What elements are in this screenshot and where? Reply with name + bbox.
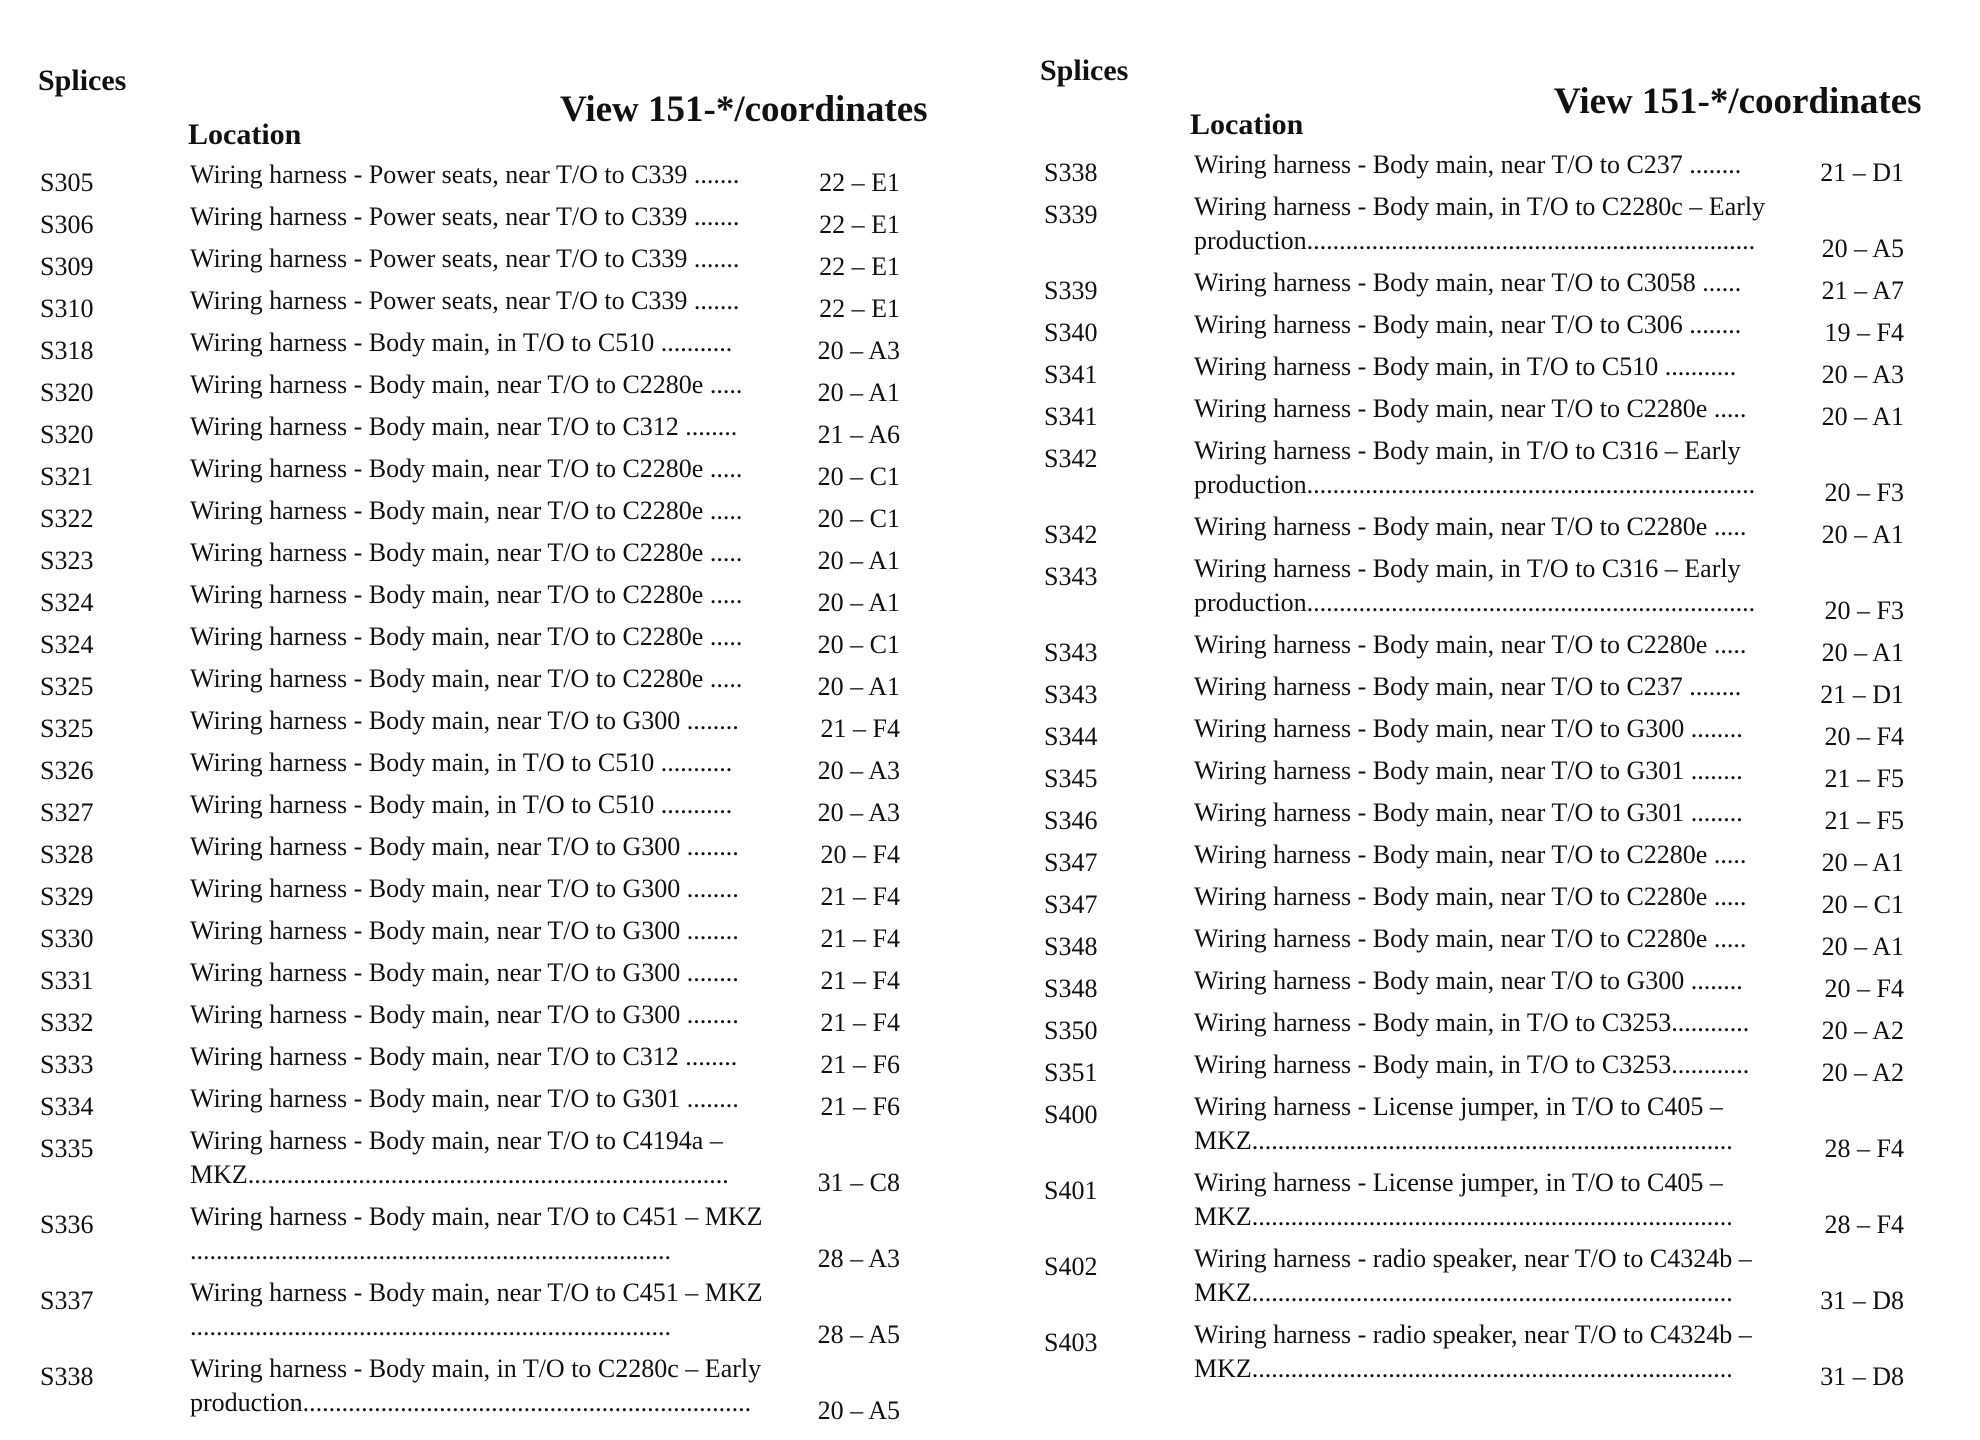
splice-row bbox=[1044, 552, 1964, 628]
splice-location: Wiring harness - Body main, near T/O to C2280e ..... bbox=[190, 370, 743, 399]
splice-row bbox=[1044, 712, 1964, 754]
splice-coordinate: 21 – F5 bbox=[1824, 806, 1904, 835]
splice-id: S334 bbox=[40, 1092, 94, 1121]
splice-row bbox=[40, 1352, 950, 1428]
splice-coordinate: 21 – A6 bbox=[817, 420, 900, 449]
splice-list-right bbox=[1044, 148, 1964, 1394]
splice-id: S348 bbox=[1044, 932, 1098, 961]
splice-row bbox=[40, 494, 950, 536]
splice-location: Wiring harness - Body main, near T/O to C451 – MKZ .......................................................................... bbox=[190, 1278, 763, 1341]
splice-id: S306 bbox=[40, 210, 94, 239]
splice-row bbox=[40, 746, 950, 788]
splice-coordinate: 21 – D1 bbox=[1820, 680, 1904, 709]
splice-row bbox=[1044, 190, 1964, 266]
splice-id: S340 bbox=[1044, 318, 1098, 347]
splice-location: Wiring harness - Body main, near T/O to C2280e ..... bbox=[1194, 882, 1747, 911]
splice-coordinate: 21 – F4 bbox=[820, 1008, 900, 1037]
splice-coordinate: 20 – A1 bbox=[1821, 638, 1904, 667]
splice-coordinate: 21 – F6 bbox=[820, 1092, 900, 1121]
splice-row bbox=[1044, 1006, 1964, 1048]
splice-row bbox=[40, 158, 950, 200]
splice-row bbox=[40, 578, 950, 620]
splice-id: S338 bbox=[1044, 158, 1098, 187]
splice-location: Wiring harness - Body main, in T/O to C2280c – Early production..................................................................... bbox=[190, 1354, 762, 1417]
splice-row bbox=[1044, 148, 1964, 190]
splice-location: Wiring harness - Body main, near T/O to G300 ........ bbox=[190, 874, 739, 903]
splice-location: Wiring harness - Body main, in T/O to C510 ........... bbox=[1194, 352, 1737, 381]
view-coordinates-header: View 151-*/coordinates bbox=[560, 89, 928, 130]
splice-location: Wiring harness - Body main, near T/O to G300 ........ bbox=[190, 706, 739, 735]
splice-id: S347 bbox=[1044, 890, 1098, 919]
splice-id: S324 bbox=[40, 588, 94, 617]
splice-coordinate: 20 – C1 bbox=[817, 504, 900, 533]
splice-coordinate: 20 – F4 bbox=[1824, 722, 1904, 751]
splice-id: S332 bbox=[40, 1008, 94, 1037]
splice-location: Wiring harness - Body main, in T/O to C316 – Early production..................................................................... bbox=[1194, 554, 1756, 617]
splice-location: Wiring harness - Body main, near T/O to G300 ........ bbox=[190, 1000, 739, 1029]
splice-row bbox=[40, 242, 950, 284]
splice-row bbox=[40, 1040, 950, 1082]
splice-row bbox=[40, 368, 950, 410]
splice-location: Wiring harness - Body main, near T/O to C3058 ...... bbox=[1194, 268, 1742, 297]
splice-location: Wiring harness - Body main, near T/O to C2280e ..... bbox=[190, 622, 743, 651]
splice-coordinate: 20 – A3 bbox=[817, 336, 900, 365]
splice-row bbox=[1044, 838, 1964, 880]
splice-coordinate: 20 – F3 bbox=[1824, 478, 1904, 507]
splice-row bbox=[1044, 1318, 1964, 1394]
splice-id: S318 bbox=[40, 336, 94, 365]
splice-location: Wiring harness - Body main, near T/O to C237 ........ bbox=[1194, 672, 1742, 701]
splice-row bbox=[40, 998, 950, 1040]
splice-coordinate: 20 – A3 bbox=[817, 798, 900, 827]
splice-location: Wiring harness - Body main, near T/O to C2280e ..... bbox=[1194, 394, 1747, 423]
splice-location: Wiring harness - Body main, near T/O to C2280e ..... bbox=[1194, 630, 1747, 659]
splice-id: S331 bbox=[40, 966, 94, 995]
splice-id: S401 bbox=[1044, 1176, 1098, 1205]
splice-location: Wiring harness - Body main, near T/O to G300 ........ bbox=[1194, 714, 1743, 743]
splice-row bbox=[40, 956, 950, 998]
splice-coordinate: 21 – A7 bbox=[1821, 276, 1904, 305]
splice-location: Wiring harness - Body main, near T/O to C2280e ..... bbox=[1194, 512, 1747, 541]
splice-id: S324 bbox=[40, 630, 94, 659]
splice-coordinate: 28 – A5 bbox=[817, 1320, 900, 1349]
splice-row bbox=[40, 872, 950, 914]
splice-location: Wiring harness - Body main, near T/O to G301 ........ bbox=[1194, 798, 1743, 827]
splice-id: S344 bbox=[1044, 722, 1098, 751]
splice-id: S341 bbox=[1044, 360, 1098, 389]
splice-coordinate: 28 – F4 bbox=[1824, 1134, 1904, 1163]
splice-coordinate: 31 – D8 bbox=[1820, 1362, 1904, 1391]
splice-coordinate: 20 – A1 bbox=[817, 378, 900, 407]
splice-coordinate: 20 – A3 bbox=[1821, 360, 1904, 389]
splice-coordinate: 22 – E1 bbox=[819, 168, 900, 197]
splice-coordinate: 20 – A1 bbox=[817, 546, 900, 575]
splice-coordinate: 20 – A1 bbox=[1821, 402, 1904, 431]
splice-coordinate: 20 – A1 bbox=[1821, 848, 1904, 877]
splice-location: Wiring harness - Body main, near T/O to C312 ........ bbox=[190, 412, 738, 441]
splice-coordinate: 28 – F4 bbox=[1824, 1210, 1904, 1239]
splice-id: S346 bbox=[1044, 806, 1098, 835]
splice-row bbox=[40, 1082, 950, 1124]
splice-id: S343 bbox=[1044, 638, 1098, 667]
splice-id: S327 bbox=[40, 798, 94, 827]
splice-coordinate: 21 – F4 bbox=[820, 714, 900, 743]
splice-location: Wiring harness - Power seats, near T/O to C339 ....... bbox=[190, 244, 740, 273]
splice-coordinate: 31 – D8 bbox=[1820, 1286, 1904, 1315]
splice-id: S400 bbox=[1044, 1100, 1098, 1129]
splice-row bbox=[40, 452, 950, 494]
location-header: Location bbox=[1190, 108, 1304, 141]
splice-row bbox=[40, 410, 950, 452]
splice-coordinate: 22 – E1 bbox=[819, 252, 900, 281]
splice-coordinate: 20 – A3 bbox=[817, 756, 900, 785]
splice-id: S320 bbox=[40, 420, 94, 449]
splice-row bbox=[40, 536, 950, 578]
splice-id: S345 bbox=[1044, 764, 1098, 793]
splice-coordinate: 20 – F3 bbox=[1824, 596, 1904, 625]
splice-id: S325 bbox=[40, 714, 94, 743]
splice-row bbox=[1044, 628, 1964, 670]
splice-row bbox=[40, 914, 950, 956]
splice-coordinate: 20 – A2 bbox=[1821, 1058, 1904, 1087]
splice-coordinate: 20 – A2 bbox=[1821, 1016, 1904, 1045]
splice-location: Wiring harness - Body main, near T/O to G301 ........ bbox=[190, 1084, 739, 1113]
splice-coordinate: 20 – A1 bbox=[1821, 520, 1904, 549]
splice-row bbox=[1044, 1048, 1964, 1090]
splice-location: Wiring harness - Body main, near T/O to C2280e ..... bbox=[1194, 924, 1747, 953]
splice-location: Wiring harness - Power seats, near T/O to C339 ....... bbox=[190, 202, 740, 231]
splice-location: Wiring harness - Body main, in T/O to C316 – Early production..................................................................... bbox=[1194, 436, 1756, 499]
splice-id: S341 bbox=[1044, 402, 1098, 431]
splice-coordinate: 20 – F4 bbox=[820, 840, 900, 869]
splice-row bbox=[1044, 1242, 1964, 1318]
splice-id: S329 bbox=[40, 882, 94, 911]
splice-location: Wiring harness - Body main, near T/O to C237 ........ bbox=[1194, 150, 1742, 179]
splice-row bbox=[1044, 922, 1964, 964]
splice-coordinate: 21 – F4 bbox=[820, 882, 900, 911]
splice-location: Wiring harness - Body main, near T/O to G300 ........ bbox=[190, 832, 739, 861]
splice-location: Wiring harness - Body main, near T/O to C2280e ..... bbox=[190, 538, 743, 567]
splice-coordinate: 28 – A3 bbox=[817, 1244, 900, 1273]
splice-id: S339 bbox=[1044, 276, 1098, 305]
splice-location: Wiring harness - Body main, near T/O to C2280e ..... bbox=[1194, 840, 1747, 869]
splice-location: Wiring harness - Body main, near T/O to G300 ........ bbox=[190, 958, 739, 987]
splice-location: Wiring harness - Body main, near T/O to C312 ........ bbox=[190, 1042, 738, 1071]
splice-row bbox=[1044, 266, 1964, 308]
splice-location: Wiring harness - Body main, in T/O to C510 ........... bbox=[190, 748, 733, 777]
splice-location: Wiring harness - radio speaker, near T/O to C4324b – MKZ.......................................................................... bbox=[1194, 1320, 1752, 1383]
splice-coordinate: 20 – F4 bbox=[1824, 974, 1904, 1003]
splice-row bbox=[1044, 796, 1964, 838]
splice-id: S321 bbox=[40, 462, 94, 491]
splice-location: Wiring harness - Body main, near T/O to G300 ........ bbox=[1194, 966, 1743, 995]
splice-coordinate: 20 – A5 bbox=[817, 1396, 900, 1425]
splice-row bbox=[40, 1200, 950, 1276]
splice-id: S338 bbox=[40, 1362, 94, 1391]
splice-id: S326 bbox=[40, 756, 94, 785]
splice-row bbox=[40, 200, 950, 242]
splice-id: S322 bbox=[40, 504, 94, 533]
splices-title: Splices bbox=[38, 64, 127, 97]
splice-id: S328 bbox=[40, 840, 94, 869]
splice-row bbox=[1044, 1090, 1964, 1166]
splice-location: Wiring harness - Body main, in T/O to C3253............ bbox=[1194, 1050, 1750, 1079]
splice-id: S323 bbox=[40, 546, 94, 575]
splice-row bbox=[40, 620, 950, 662]
splice-location: Wiring harness - Body main, in T/O to C2280c – Early production..................................................................... bbox=[1194, 192, 1766, 255]
splice-id: S342 bbox=[1044, 444, 1098, 473]
splice-row bbox=[40, 830, 950, 872]
splice-coordinate: 21 – F4 bbox=[820, 924, 900, 953]
splice-id: S310 bbox=[40, 294, 94, 323]
splice-coordinate: 20 – C1 bbox=[817, 462, 900, 491]
splice-location: Wiring harness - Body main, near T/O to G301 ........ bbox=[1194, 756, 1743, 785]
splice-location: Wiring harness - License jumper, in T/O to C405 – MKZ.......................................................................... bbox=[1194, 1092, 1733, 1155]
splice-coordinate: 22 – E1 bbox=[819, 210, 900, 239]
splice-coordinate: 20 – C1 bbox=[817, 630, 900, 659]
splice-row bbox=[40, 704, 950, 746]
splice-id: S339 bbox=[1044, 200, 1098, 229]
splice-row bbox=[40, 662, 950, 704]
splice-coordinate: 20 – A5 bbox=[1821, 234, 1904, 263]
splice-id: S320 bbox=[40, 378, 94, 407]
splice-row bbox=[1044, 434, 1964, 510]
splice-coordinate: 20 – A1 bbox=[817, 672, 900, 701]
splice-row bbox=[1044, 754, 1964, 796]
splice-id: S305 bbox=[40, 168, 94, 197]
splice-row bbox=[40, 1276, 950, 1352]
splice-id: S330 bbox=[40, 924, 94, 953]
splice-location: Wiring harness - Body main, near T/O to G300 ........ bbox=[190, 916, 739, 945]
splice-location: Wiring harness - Body main, near T/O to C306 ........ bbox=[1194, 310, 1742, 339]
splice-location: Wiring harness - Power seats, near T/O to C339 ....... bbox=[190, 286, 740, 315]
splice-row bbox=[1044, 964, 1964, 1006]
splice-row bbox=[1044, 392, 1964, 434]
splice-location: Wiring harness - Body main, near T/O to C2280e ..... bbox=[190, 496, 743, 525]
splice-row bbox=[1044, 308, 1964, 350]
splice-location: Wiring harness - Body main, in T/O to C510 ........... bbox=[190, 328, 733, 357]
splice-location: Wiring harness - Power seats, near T/O to C339 ....... bbox=[190, 160, 740, 189]
splice-location: Wiring harness - Body main, in T/O to C3253............ bbox=[1194, 1008, 1750, 1037]
splice-id: S337 bbox=[40, 1286, 94, 1315]
splice-id: S350 bbox=[1044, 1016, 1098, 1045]
splice-coordinate: 22 – E1 bbox=[819, 294, 900, 323]
splice-list-left bbox=[40, 158, 950, 1428]
splice-id: S342 bbox=[1044, 520, 1098, 549]
splice-id: S347 bbox=[1044, 848, 1098, 877]
splice-coordinate: 21 – F4 bbox=[820, 966, 900, 995]
splice-row bbox=[1044, 350, 1964, 392]
splice-id: S403 bbox=[1044, 1328, 1098, 1357]
splice-id: S309 bbox=[40, 252, 94, 281]
splice-id: S333 bbox=[40, 1050, 94, 1079]
splice-id: S335 bbox=[40, 1134, 94, 1163]
splice-location: Wiring harness - Body main, near T/O to C2280e ..... bbox=[190, 580, 743, 609]
splice-coordinate: 31 – C8 bbox=[817, 1168, 900, 1197]
splice-row bbox=[1044, 670, 1964, 712]
splice-coordinate: 21 – F6 bbox=[820, 1050, 900, 1079]
splice-location: Wiring harness - Body main, near T/O to C2280e ..... bbox=[190, 454, 743, 483]
splice-row bbox=[1044, 1166, 1964, 1242]
splice-location: Wiring harness - License jumper, in T/O to C405 – MKZ.......................................................................... bbox=[1194, 1168, 1733, 1231]
splice-coordinate: 20 – A1 bbox=[1821, 932, 1904, 961]
location-header: Location bbox=[188, 118, 302, 151]
splice-coordinate: 20 – C1 bbox=[1821, 890, 1904, 919]
splice-coordinate: 20 – A1 bbox=[817, 588, 900, 617]
splice-id: S348 bbox=[1044, 974, 1098, 1003]
splice-id: S336 bbox=[40, 1210, 94, 1239]
splices-title: Splices bbox=[1040, 54, 1129, 87]
view-coordinates-header: View 151-*/coordinates bbox=[1554, 81, 1922, 122]
splice-id: S343 bbox=[1044, 680, 1098, 709]
splice-location: Wiring harness - Body main, near T/O to C2280e ..... bbox=[190, 664, 743, 693]
splice-location: Wiring harness - radio speaker, near T/O to C4324b – MKZ.......................................................................... bbox=[1194, 1244, 1752, 1307]
splice-row bbox=[40, 326, 950, 368]
splice-id: S402 bbox=[1044, 1252, 1098, 1281]
splice-coordinate: 21 – D1 bbox=[1820, 158, 1904, 187]
splice-id: S351 bbox=[1044, 1058, 1098, 1087]
splice-row bbox=[40, 788, 950, 830]
splice-location: Wiring harness - Body main, near T/O to C4194a – MKZ.......................................................................... bbox=[190, 1126, 729, 1189]
splice-row bbox=[1044, 880, 1964, 922]
splice-coordinate: 19 – F4 bbox=[1824, 318, 1904, 347]
splice-location: Wiring harness - Body main, near T/O to C451 – MKZ .......................................................................... bbox=[190, 1202, 763, 1265]
splice-coordinate: 21 – F5 bbox=[1824, 764, 1904, 793]
splice-row bbox=[40, 1124, 950, 1200]
splice-id: S343 bbox=[1044, 562, 1098, 591]
splice-row bbox=[1044, 510, 1964, 552]
splice-row bbox=[40, 284, 950, 326]
splice-id: S325 bbox=[40, 672, 94, 701]
splice-location: Wiring harness - Body main, in T/O to C510 ........... bbox=[190, 790, 733, 819]
